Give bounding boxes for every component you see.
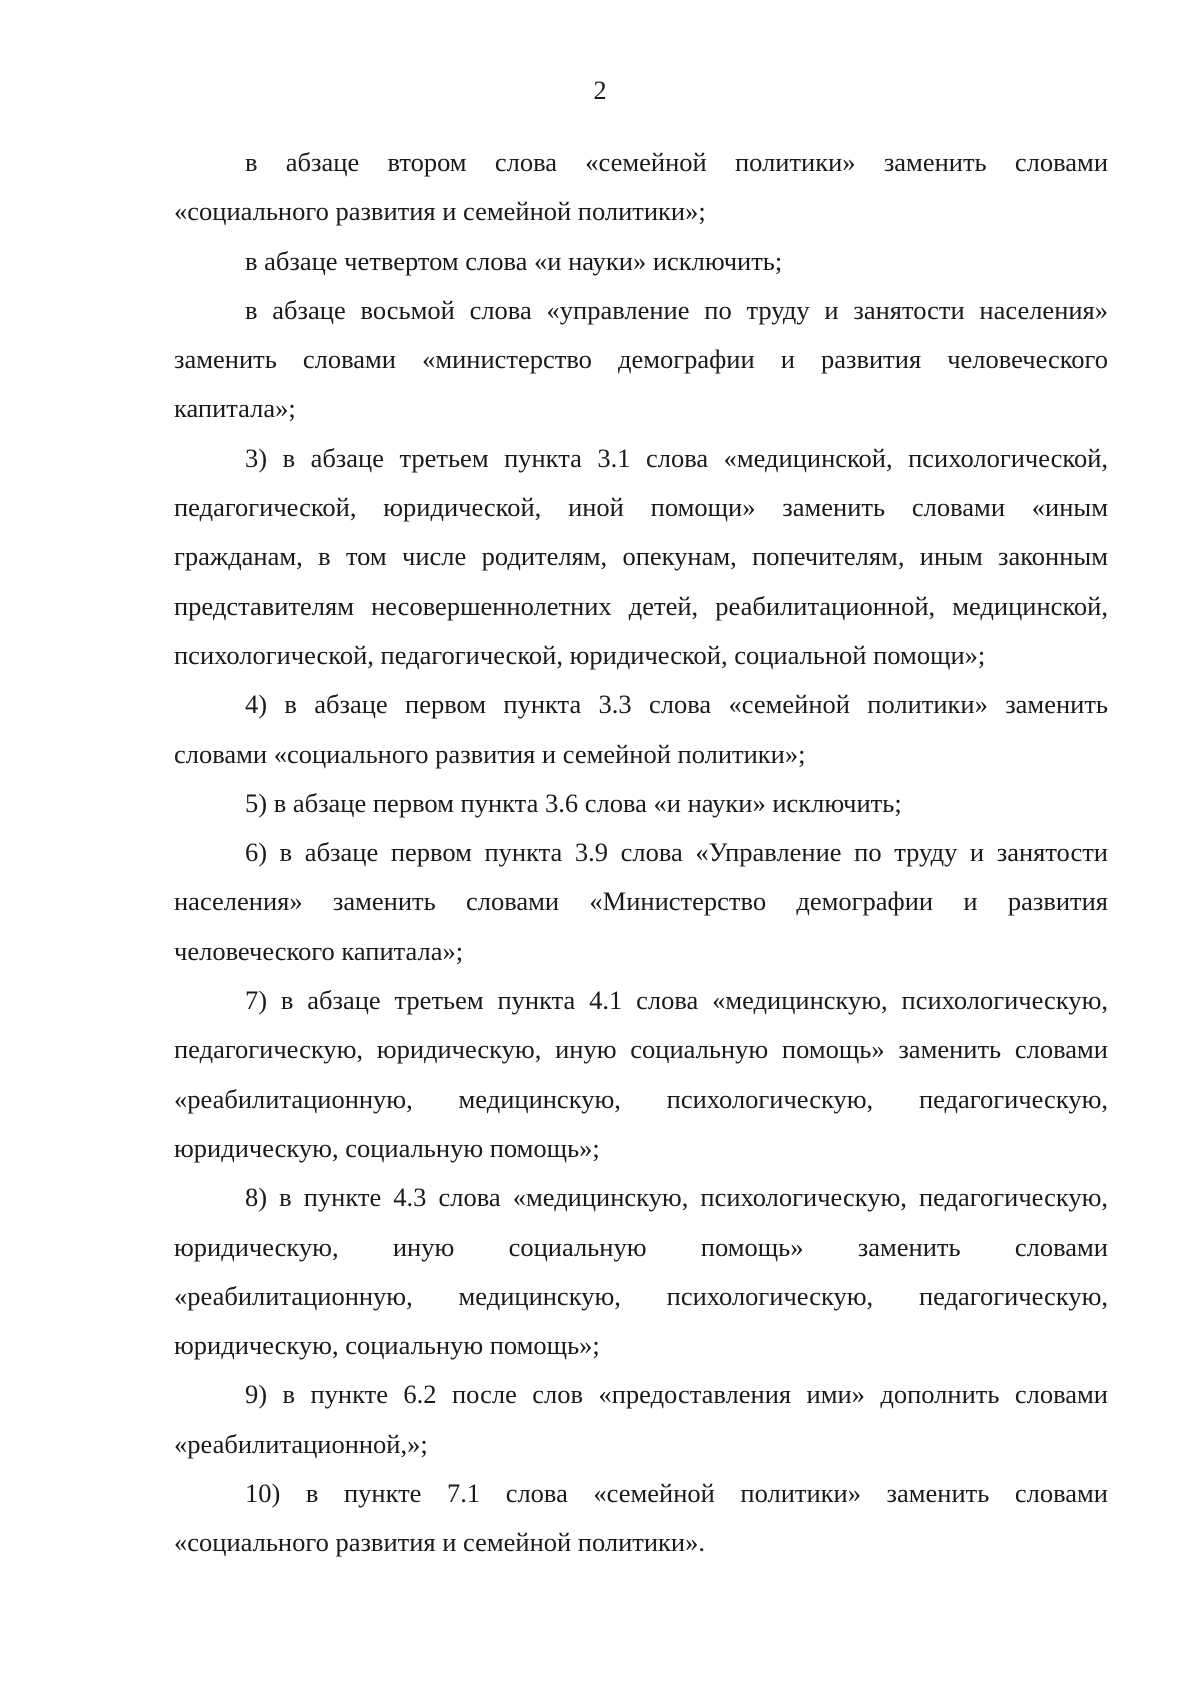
document-body xyxy=(174,138,1108,1568)
paragraph-item: в абзаце четвертом слова «и науки» исключить; xyxy=(245,245,783,276)
paragraph-item: в абзаце восьмой слова «управление по труду и занятости населения» заменить словами «министерство демографии и развития человеческого капитала»; xyxy=(174,294,1108,424)
paragraph-item: в абзаце втором слова «семейной политики» заменить словами «социального развития и семейной политики»; xyxy=(174,147,1108,227)
paragraph-item: 9) в пункте 6.2 после слов «предоставления ими» дополнить словами «реабилитационной,»; xyxy=(174,1379,1108,1459)
paragraph-item: 8) в пункте 4.3 слова «медицинскую, психологическую, педагогическую, юридическую, иную социальную помощь» заменить словами «реабилитационную, медицинскую, психологическую, педагогическую, юридическую, социальную помощь»; xyxy=(174,1182,1108,1361)
paragraph-item: 3) в абзаце третьем пункта 3.1 слова «медицинской, психологической, педагогической, юридической, иной помощи» заменить словами «иным гражданам, в том числе родителям, опекунам, попечителям, иным законным представителям несовершеннолетних детей, реабилитационной, медицинской, психологической, педагогической, юридической, социальной помощи»; xyxy=(174,442,1108,670)
paragraph-item: 7) в абзаце третьем пункта 4.1 слова «медицинскую, психологическую, педагогическую, юридическую, иную социальную помощь» заменить словами «реабилитационную, медицинскую, психологическую, педагогическую, юридическую, социальную помощь»; xyxy=(174,985,1108,1163)
paragraph-item: 10) в пункте 7.1 слова «семейной политики» заменить словами «социального развития и семейной политики». xyxy=(174,1478,1108,1558)
paragraph-item: 6) в абзаце первом пункта 3.9 слова «Управление по труду и занятости населения» заменить словами «Министерство демографии и развития человеческого капитала»; xyxy=(174,837,1108,966)
page-number: 2 xyxy=(593,76,607,105)
paragraph-item: 4) в абзаце первом пункта 3.3 слова «семейной политики» заменить словами «социального развития и семейной политики»; xyxy=(174,689,1108,769)
paragraph-item: 5) в абзаце первом пункта 3.6 слова «и науки» исключить; xyxy=(245,787,902,818)
